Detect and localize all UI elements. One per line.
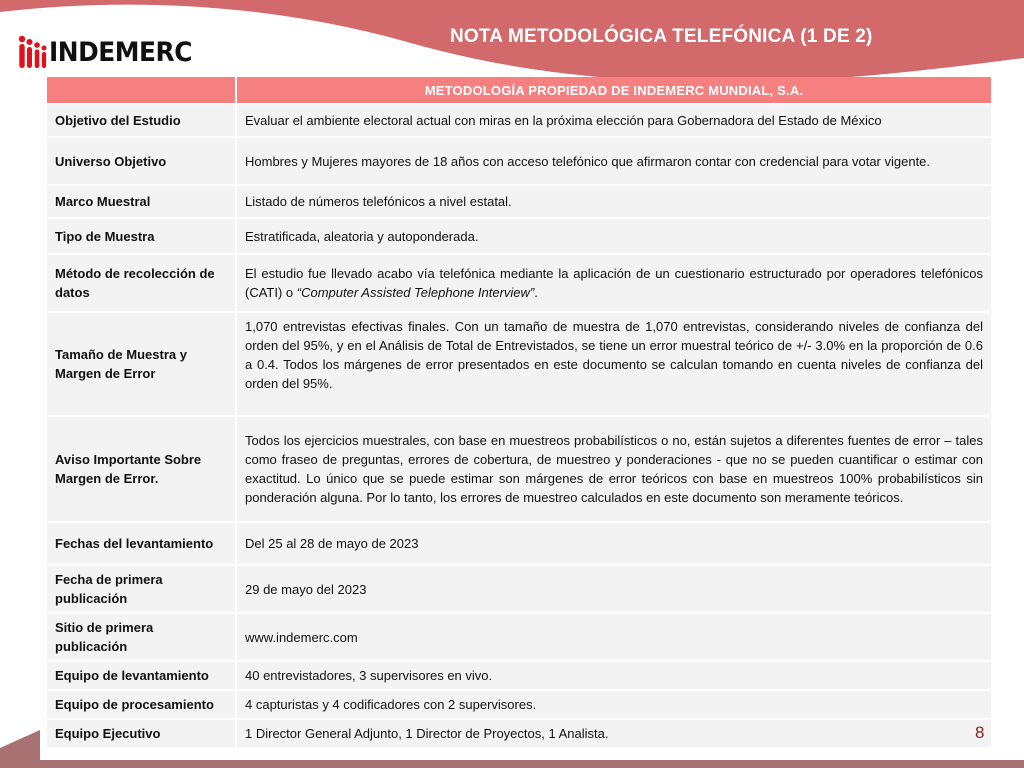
table-row [47,186,991,217]
row-label: Fecha de primera publicación [47,566,235,612]
row-value: www.indemerc.com [237,614,991,660]
table-row [47,523,991,564]
table-row [47,720,991,747]
row-label: Tamaño de Muestra y Margen de Error [47,313,235,415]
table-row [47,105,991,136]
row-label: Marco Muestral [47,186,235,217]
row-value: Evaluar el ambiente electoral actual con miras en la próxima elección para Gobernadora del Estado de México [237,105,991,136]
page-number: 8 [975,723,985,742]
row-label: Equipo de procesamiento [47,691,235,718]
row-label: Universo Objetivo [47,138,235,184]
indemerc-logo [18,32,204,68]
table-row [47,566,991,612]
row-value: 1,070 entrevistas efectivas finales. Con un tamaño de muestra de 1,070 entrevistas, considerando niveles de confianza del orden del 95%, y en el Análisis de Total de Entrevistados, se tiene un error muestral teórico de +/- 3.0% en la proporción de 0.6 a 0.4. Todos los márgenes de error presentados en este documento se calculan tomando en cuenta niveles de confianza del orden del 95%. [237,313,991,415]
row-label: Sitio de primera publicación [47,614,235,660]
logo-wordmark: INDEMERC [49,37,192,68]
row-value-italic: “Computer Assisted Telephone Interview” [296,285,535,300]
table-header-left [47,77,235,103]
row-label: Equipo de levantamiento [47,662,235,689]
table-row [47,138,991,184]
row-value-text: El estudio fue llevado acabo vía telefónica mediante la aplicación de un cuestionario estructurado por operadores telefónicos (CATI) o [245,266,983,300]
table-row [47,219,991,253]
table-row [47,417,991,521]
table-row [47,662,991,689]
row-value: 1 Director General Adjunto, 1 Director de Proyectos, 1 Analista. [237,720,991,747]
row-value: Del 25 al 28 de mayo de 2023 [237,523,991,564]
row-value: 40 entrevistadores, 3 supervisores en vivo. [237,662,991,689]
row-label: Aviso Importante Sobre Margen de Error. [47,417,235,521]
table-row [47,614,991,660]
table-header-row [47,77,991,103]
row-value: Estratificada, aleatoria y autoponderada. [237,219,991,253]
table-row [47,255,991,311]
row-value: 4 capturistas y 4 codificadores con 2 supervisores. [237,691,991,718]
row-value: Hombres y Mujeres mayores de 18 años con acceso telefónico que afirmaron contar con credencial para votar vigente. [237,138,991,184]
row-label: Equipo Ejecutivo [47,720,235,747]
row-label: Objetivo del Estudio [47,105,235,136]
row-label: Tipo de Muestra [47,219,235,253]
row-value: Todos los ejercicios muestrales, con base en muestreos probabilísticos o no, están sujetos a diferentes fuentes de error – tales como fraseo de preguntas, errores de cobertura, de muestreo y ponderaciones - que no se pueden cuantificar o estimar con exactitud. Lo único que se puede estimar son márgenes de error teóricos con base en muestreos 100% probabilísticos sin ponderación alguna. Por lo tanto, los errores de muestreo calculados en este documento son meramente teóricos. [237,417,991,521]
row-value [237,255,991,311]
table-row [47,313,991,415]
row-label: Método de recolección de datos [47,255,235,311]
people-logo-icon [18,34,48,68]
table-header-right: METODOLOGÍA PROPIEDAD DE INDEMERC MUNDIAL, S.A. [237,77,991,103]
table-row [47,691,991,718]
row-value: Listado de números telefónicos a nivel estatal. [237,186,991,217]
row-value-tail: . [534,285,538,300]
page-title: NOTA METODOLÓGICA TELEFÓNICA (1 DE 2) [450,26,873,47]
row-label: Fechas del levantamiento [47,523,235,564]
methodology-table [47,77,995,747]
row-value: 29 de mayo del 2023 [237,566,991,612]
